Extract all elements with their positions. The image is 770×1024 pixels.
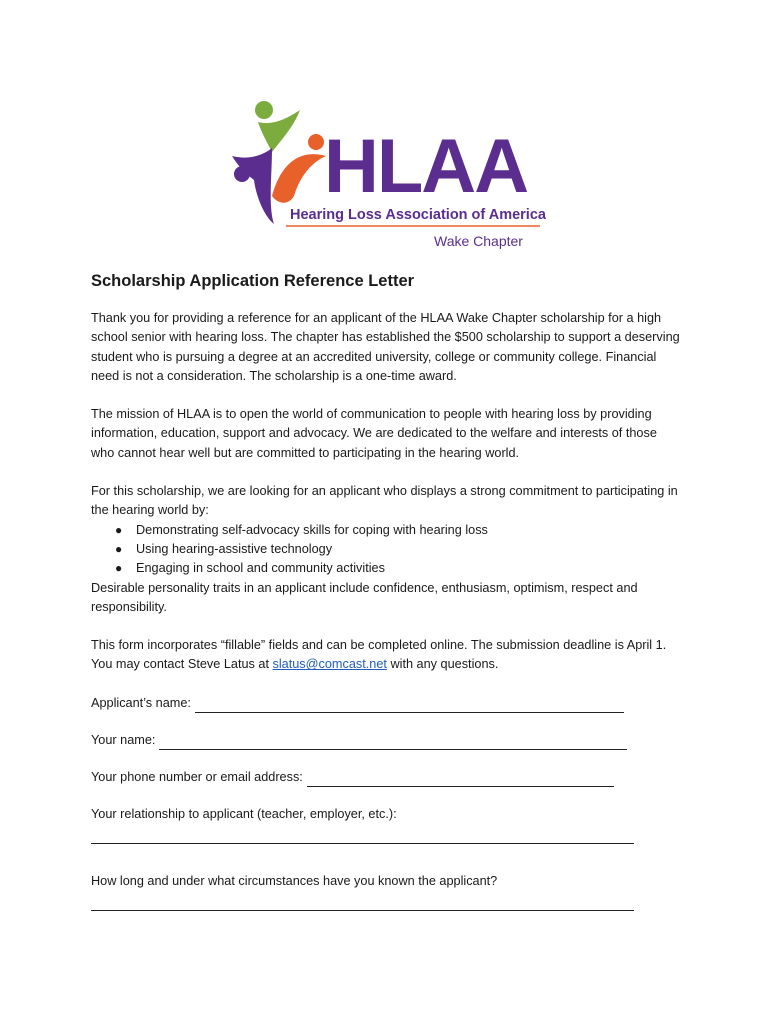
logo-orange-figure: [272, 154, 326, 203]
list-item: ● Demonstrating self-advocacy skills for coping with hearing loss: [91, 521, 681, 540]
relationship-input[interactable]: [91, 842, 634, 844]
your-name-input[interactable]: [159, 735, 627, 750]
traits-paragraph: Desirable personality traits in an applicant include confidence, enthusiasm, optimism, respect and responsibility.: [91, 580, 638, 614]
page-title: Scholarship Application Reference Letter: [91, 272, 415, 290]
intro-paragraph: Thank you for providing a reference for an applicant of the HLAA Wake Chapter scholarship for a high school senior with hearing loss. The chapter has established the $500 scholarship to support a deserving student who is pursuing a degree at an accredited university, college or community college. Financial need is not a consideration. The scholarship is a one-time award.: [91, 311, 680, 383]
bullet-icon: ●: [115, 522, 123, 537]
logo-green-head: [255, 101, 273, 119]
hlaa-logo: [228, 96, 548, 256]
how-long-input[interactable]: [91, 909, 634, 911]
form-info-paragraph: This form incorporates “fillable” fields and can be completed online. The submission deadline is April 1. You may contact Steve Latus at slatus@comcast.net with any questions.: [91, 638, 667, 672]
list-item: ● Using hearing-assistive technology: [91, 540, 681, 559]
document-body: [91, 272, 681, 929]
phone-email-field: [91, 768, 681, 787]
logo-purple-figure: [232, 148, 274, 224]
bullet-icon: ●: [115, 561, 123, 576]
looking-for-paragraph: For this scholarship, we are looking for an applicant who displays a strong commitment to participating in the hearing world by:: [91, 484, 678, 518]
applicant-name-input[interactable]: [195, 698, 624, 713]
contact-email-link[interactable]: slatus@comcast.net: [272, 657, 387, 672]
criteria-list: [91, 521, 681, 579]
logo-orange-head: [308, 134, 324, 150]
list-item: ● Engaging in school and community activities: [91, 559, 681, 578]
applicant-name-field: [91, 694, 681, 713]
logo-chapter: Wake Chapter: [434, 233, 523, 249]
phone-email-input[interactable]: [307, 772, 614, 787]
your-name-field: [91, 731, 681, 750]
logo-org-name: Hearing Loss Association of America: [290, 207, 546, 223]
how-long-label: How long and under what circumstances have you known the applicant?: [91, 873, 498, 888]
your-name-label: Your name:: [91, 732, 156, 747]
applicant-name-label: Applicant’s name:: [91, 695, 191, 710]
phone-email-label: Your phone number or email address:: [91, 769, 303, 784]
bullet-icon: ●: [115, 541, 123, 556]
logo-wordmark: HLAA: [324, 124, 528, 209]
relationship-label: Your relationship to applicant (teacher, employer, etc.):: [91, 806, 397, 821]
mission-paragraph: The mission of HLAA is to open the world of communication to people with hearing loss by providing information, education, support and advocacy. We are dedicated to the welfare and interests of those who cannot hear well but are committed to participating in the hearing world.: [91, 407, 657, 460]
